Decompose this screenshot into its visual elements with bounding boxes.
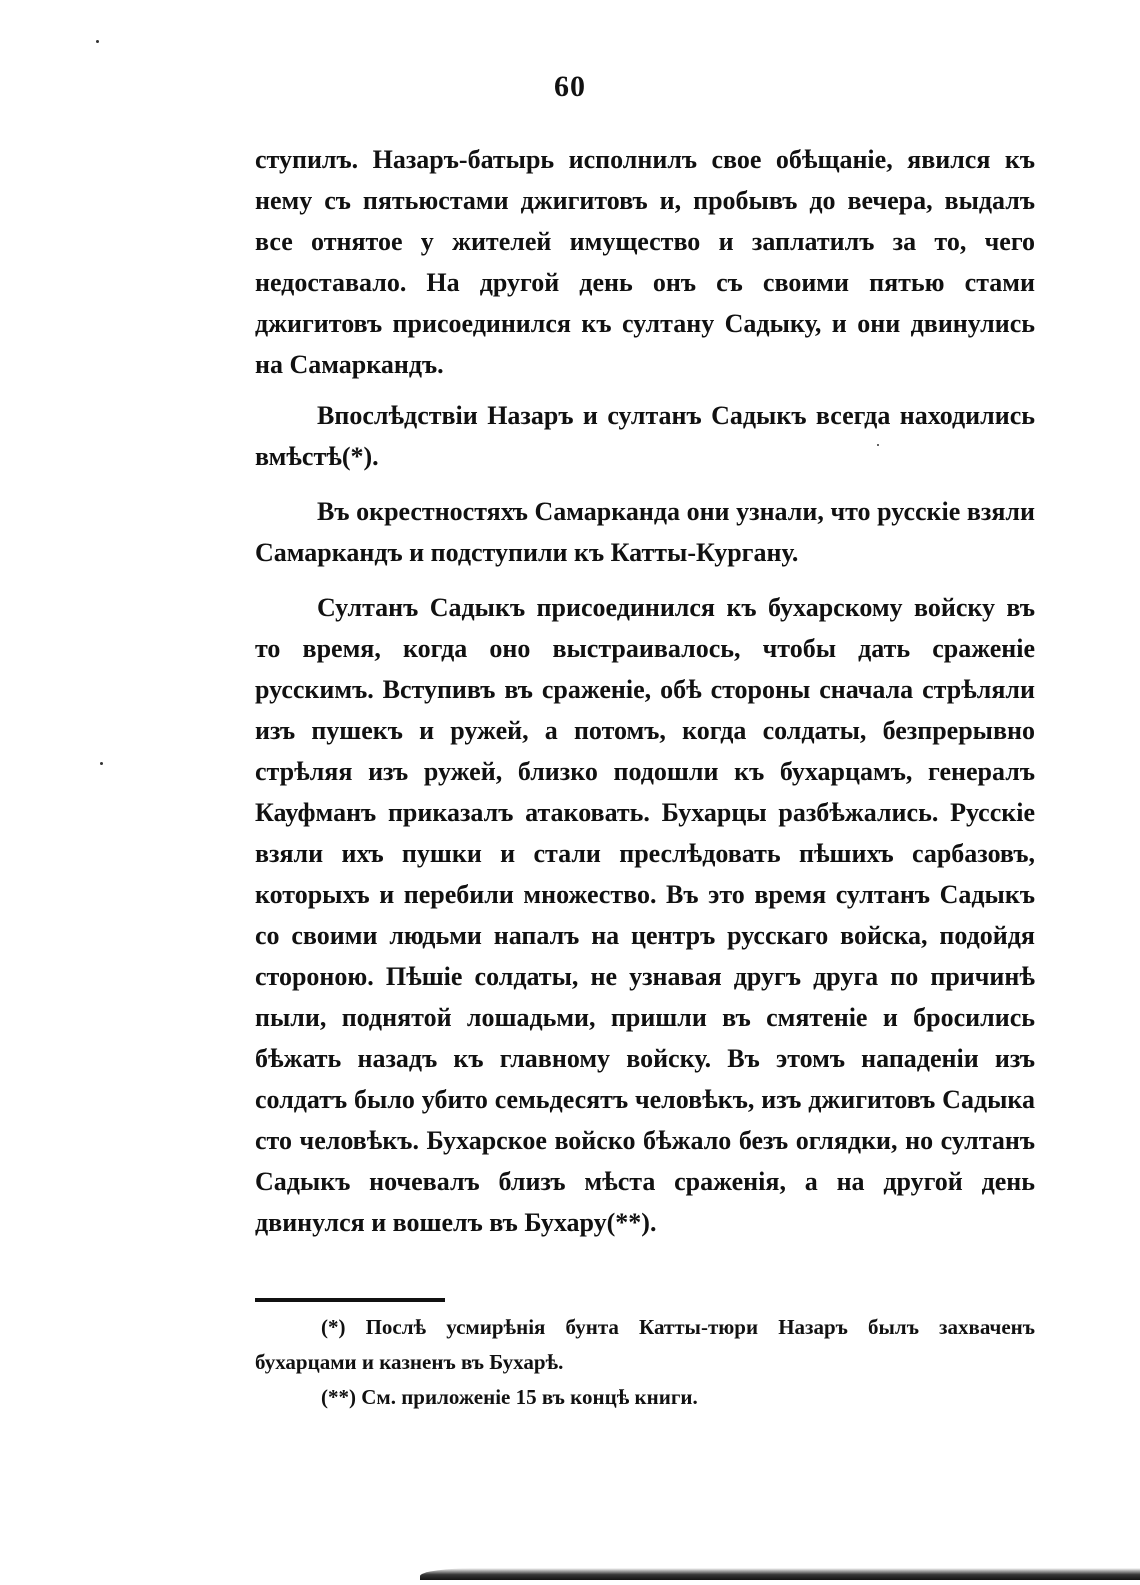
footnotes (255, 1310, 1035, 1415)
paragraph-3: Въ окрестностяхъ Самарканда они узнали, что русскіе взяли Самаркандъ и подступили къ Катты-Кургану. (255, 497, 1035, 567)
scan-speck (877, 444, 879, 446)
page-number: 60 (554, 70, 586, 103)
paragraph-1: ступилъ. Назаръ-батырь исполнилъ свое обѣщаніе, явился къ нему съ пятьюстами джигитовъ и, пробывъ до вечера, выдалъ все отнятое у жителей имущество и заплатилъ за то, чего недоставало. На другой день онъ съ своими пятью стами джигитовъ присоединился къ султану Садыку, и они двинулись на Самаркандъ. (255, 145, 1035, 379)
footnote-1: (*) Послѣ усмирѣнія бунта Катты-тюри Назаръ былъ захваченъ бухарцами и казненъ въ Бухарѣ. (255, 1315, 1035, 1374)
footnote-2: (**) См. приложеніе 15 въ концѣ книги. (321, 1385, 698, 1409)
body-text (255, 139, 1035, 1257)
scan-bottom-edge (420, 1568, 1140, 1580)
scan-speck (96, 40, 99, 43)
scan-speck (100, 762, 103, 765)
paragraph-4: Султанъ Садыкъ присоединился къ бухарскому войску въ то время, когда оно выстраивалось, чтобы дать сраженіе русскимъ. Вступивъ въ сраженіе, обѣ стороны сначала стрѣляли изъ пушекъ и ружей, а потомъ, когда солдаты, безпрерывно стрѣляя изъ ружей, близко подошли къ бухарцамъ, генералъ Кауфманъ приказалъ атаковать. Бухарцы разбѣжались. Русскіе взяли ихъ пушки и стали преслѣдовать пѣшихъ сарбазовъ, которыхъ и перебили множество. Въ это время султанъ Садыкъ со своими людьми напалъ на центръ русскаго войска, подойдя стороною. Пѣшіе солдаты, не узнавая другъ друга по причинѣ пыли, поднятой лошадьми, пришли въ смятеніе и бросились бѣжать назадъ къ главному войску. Въ этомъ нападеніи изъ солдатъ было убито семьдесятъ человѣкъ, изъ джигитовъ Садыка сто человѣкъ. Бухарское войско бѣжало безъ оглядки, но султанъ Садыкъ ночевалъ близъ мѣста сраженія, а на другой день двинулся и вошелъ въ Бухару(**). (255, 593, 1035, 1237)
footnote-rule (255, 1298, 445, 1302)
paragraph-2: Впослѣдствіи Назаръ и султанъ Садыкъ всегда находились вмѣстѣ(*). (255, 401, 1035, 471)
